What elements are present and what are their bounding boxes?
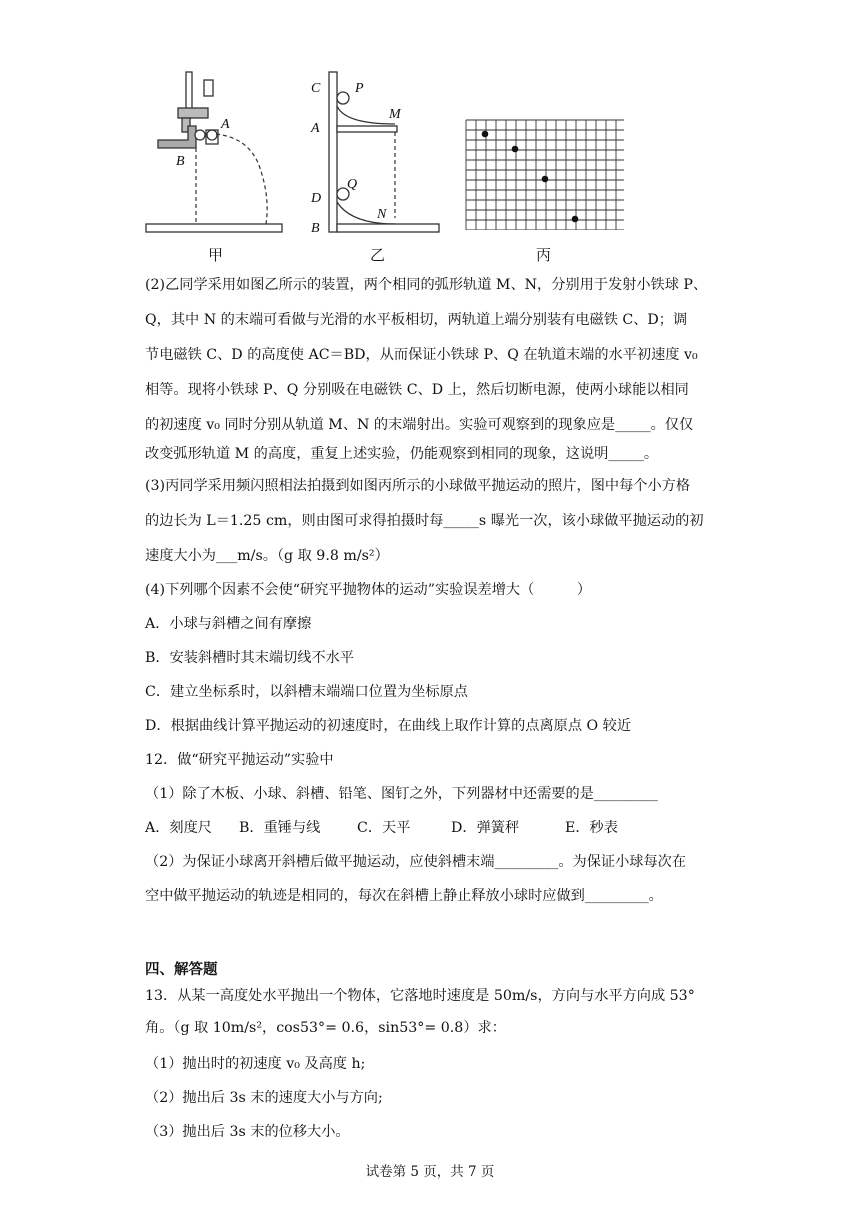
figure-jia-point-b: B bbox=[176, 154, 185, 169]
q11-2-line-5: 的初速度 v₀ 同时分别从轨道 M、N 的末端射出。实验可观察到的现象应是_____。仅仅 bbox=[145, 417, 694, 433]
q13-line-3: （1）抛出时的初速度 v₀ 及高度 h; bbox=[145, 1056, 366, 1072]
figure-yi-label-q: Q bbox=[347, 177, 358, 192]
section-title: 四、解答题 bbox=[145, 961, 218, 978]
figure-jia-caption: 甲 bbox=[208, 246, 224, 264]
q11-4-option-b: B．安装斜槽时其末端切线不水平 bbox=[145, 650, 355, 666]
q12-options bbox=[145, 818, 618, 838]
q11-2-line-4: 相等。现将小铁球 P、Q 分别吸在电磁铁 C、D 上，然后切断电源，使两小球能以相同 bbox=[145, 382, 689, 398]
q12-option-e: E．秒表 bbox=[565, 820, 618, 836]
q11-4-option-a: A．小球与斜槽之间有摩擦 bbox=[145, 616, 312, 632]
figure-yi-caption: 乙 bbox=[370, 246, 386, 264]
figure-yi bbox=[305, 68, 445, 238]
figure-yi-label-b: B bbox=[311, 221, 320, 236]
figure-yi-label-a: A bbox=[311, 121, 320, 136]
q12-sub1: （1）除了木板、小球、斜槽、铅笔、图钉之外，下列器材中还需要的是_________ bbox=[145, 786, 658, 802]
figure-yi-label-p: P bbox=[355, 81, 364, 96]
flash-photo-ball-point bbox=[572, 216, 579, 223]
q12-sub2-line-1: （2）为保证小球离开斜槽后做平抛运动，应使斜槽末端_________。为保证小球每次在 bbox=[145, 854, 687, 870]
q11-3-line-1: (3)丙同学采用频闪照相法拍摄到如图丙所示的小球做平抛运动的照片，图中每个小方格 bbox=[145, 478, 691, 494]
q11-3-line-3: 速度大小为___m/s。（g 取 9.8 m/s²） bbox=[145, 548, 389, 564]
figure-yi-label-n: N bbox=[377, 207, 387, 222]
q12-stem: 12．做“研究平抛运动”实验中 bbox=[145, 752, 334, 768]
q11-3-line-2: 的边长为 L＝1.25 cm，则由图可求得拍摄时每_____s 曝光一次，该小球做平抛运动的初 bbox=[145, 513, 704, 529]
figure-bing-grid bbox=[464, 118, 624, 230]
q11-2-line-1: (2)乙同学采用如图乙所示的装置，两个相同的弧形轨道 M、N，分别用于发射小铁球 P、 bbox=[145, 277, 708, 293]
q13-line-4: （2）抛出后 3s 末的速度大小与方向; bbox=[145, 1090, 383, 1106]
figure-yi-label-m: M bbox=[389, 107, 401, 122]
page-footer: 试卷第 5 页，共 7 页 bbox=[365, 1164, 495, 1180]
flash-photo-ball-point bbox=[482, 131, 489, 138]
flash-photo-ball-point bbox=[542, 176, 549, 183]
q11-2-line-3: 节电磁铁 C、D 的高度使 AC＝BD，从而保证小铁球 P、Q 在轨道末端的水平初速度 v₀ bbox=[145, 347, 698, 363]
q11-2-line-2: Q，其中 N 的末端可看做与光滑的水平板相切，两轨道上端分别装有电磁铁 C、D；调 bbox=[145, 312, 688, 328]
q11-2-line-6: 改变弧形轨道 M 的高度，重复上述实验，仍能观察到相同的现象，这说明_____。 bbox=[145, 446, 659, 462]
q11-4-option-c: C．建立坐标系时，以斜槽末端端口位置为坐标原点 bbox=[145, 684, 468, 700]
figure-bing-caption: 丙 bbox=[536, 246, 552, 264]
figure-yi-label-d: D bbox=[311, 191, 322, 206]
q11-4-stem: (4)下列哪个因素不会使“研究平抛物体的运动”实验误差增大（ ） bbox=[145, 582, 592, 598]
q12-option-c: C．天平 bbox=[357, 820, 411, 836]
figure-jia bbox=[140, 68, 300, 238]
q12-sub2-line-2: 空中做平抛运动的轨迹是相同的，每次在斜槽上静止释放小球时应做到_________。 bbox=[145, 888, 663, 904]
flash-photo-ball-point bbox=[512, 146, 519, 153]
q13-line-5: （3）抛出后 3s 末的位移大小。 bbox=[145, 1124, 350, 1140]
q12-option-a: A．刻度尺 bbox=[145, 820, 212, 836]
q12-option-b: B．重锤与线 bbox=[239, 820, 321, 836]
q12-option-d: D．弹簧秤 bbox=[451, 820, 520, 836]
q13-line-1: 13．从某一高度处水平抛出一个物体，它落地时速度是 50m/s，方向与水平方向成 53° bbox=[145, 988, 695, 1004]
figure-yi-label-c: C bbox=[311, 81, 321, 96]
figure-jia-point-a: A bbox=[221, 117, 230, 132]
q11-4-option-d: D．根据曲线计算平抛运动的初速度时，在曲线上取作计算的点离原点 O 较近 bbox=[145, 718, 632, 734]
q13-line-2: 角。（g 取 10m/s²，cos53°= 0.6，sin53°= 0.8）求： bbox=[145, 1020, 506, 1036]
